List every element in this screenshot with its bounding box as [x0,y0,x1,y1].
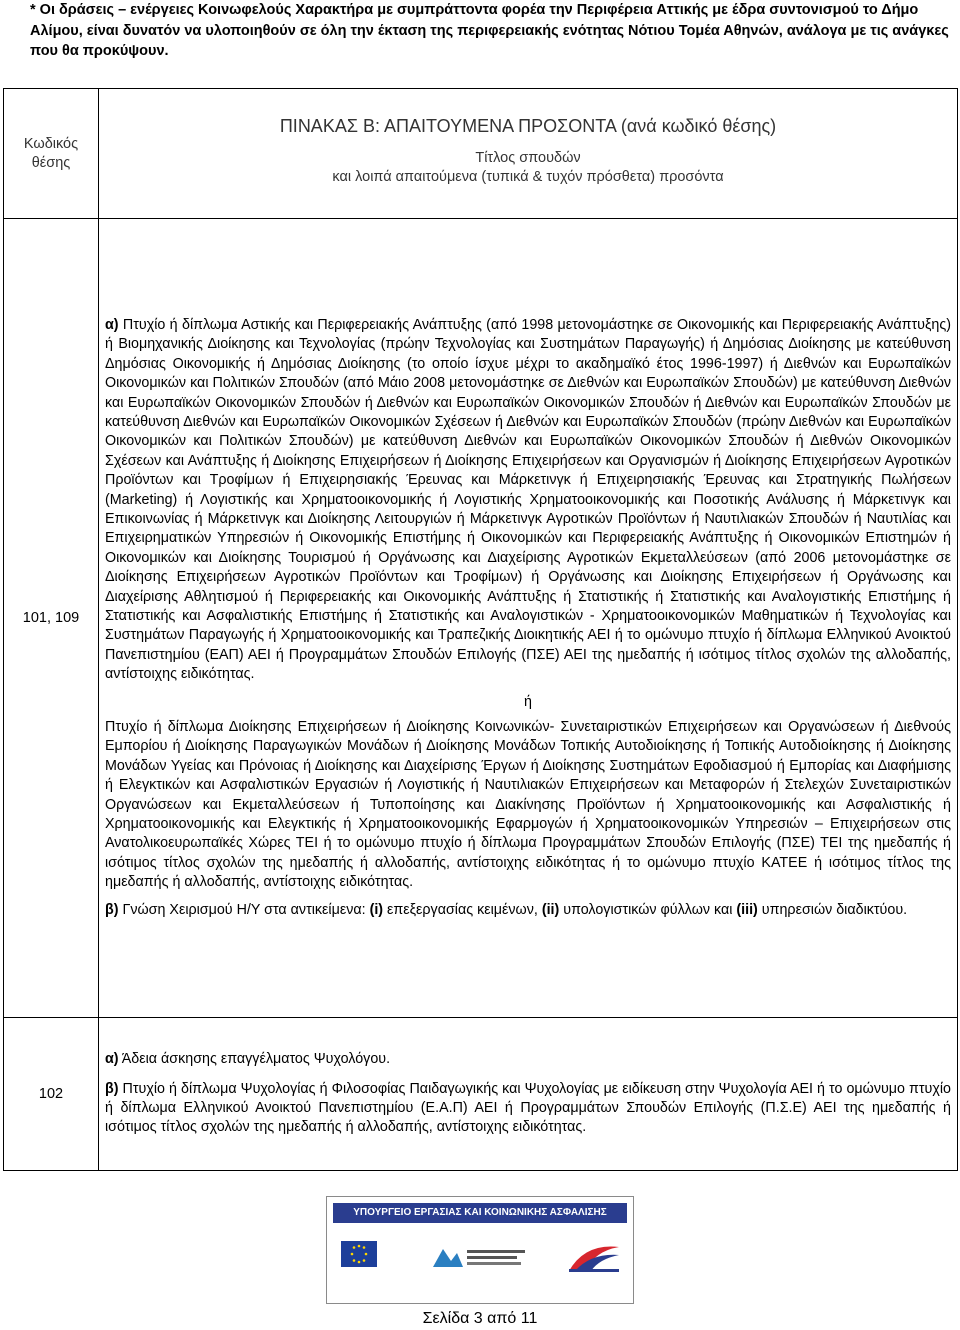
header-desc-cell [99,89,958,219]
header-desc-line2: και λοιπά απαιτούμενα (τυπικά & τυχόν πρόσθετα) προσόντα [332,169,724,185]
requirements-table [3,88,958,1171]
header-code-cell [4,89,99,219]
requirement-a-text: Πτυχίο ή δίπλωμα Αστικής και Περιφερειακής Ανάπτυξης (από 1998 μετονομάστηκε σε Οικονομικής και Περιφερειακής Ανάπτυξης) ή Βιομηχανικής Διοίκησης και Τεχνολογίας (πρώην Τεχνολογίας και Συστημάτων Παραγωγής) ή Δημόσιας Διοίκησης με κατεύθυνση Δημόσιας Οικονομικής ή Δημόσιας Διοίκησης (το οποίο ίσχυε μέχρι το ακαδημαϊκό έτος 1996-1997) ή Διεθνών και Ευρωπαϊκών Οικονομικών και Πολιτικών Σπουδών (από Μάιο 2008 μετονομάστηκε σε Διεθνών και Ευρωπαϊκών Σπουδών) με κατεύθυνση Διεθνών και Ευρωπαϊκών Οικονομικών Σπουδών ή Διεθνών και Ευρωπαϊκών Οικονομικών Σπουδών ή Διεθνών και Ευρωπαϊκών Σπουδών με κατεύθυνση Διεθνών και Ευρωπαϊκών Οικονομικών Σχέσεων ή Διεθνών και Ευρωπαϊκών Σπουδών (πρώην Διεθνών και Ευρωπαϊκών Οικονομικών και Πολιτικών Σπουδών) με κατεύθυνση Διεθνών και Ευρωπαϊκών Οικονομικών Σπουδών ή Διεθνών Οικονομικών Σχέσεων και Ανάπτυξης ή Διοίκησης Επιχειρήσεων ή Διοίκησης Επιχειρήσεων και Οργανισμών ή Διοίκησης Επιχειρήσεων Αγροτικών Προϊόντων και Τροφίμων ή Επιχειρησιακής Έρευνας και Μάρκετινγκ ή Επιχειρησιακής Έρευνας και Στρατηγικής Πωλήσεων (Marketing) ή Λογιστικής και Χρηματοοικονομικής ή Λογιστικής Χρηματοοικονομικής και Ποσοτικής Ανάλυσης ή Μάρκετινγκ και Επικοινωνίας ή Μάρκετινγκ και Διοίκησης Λειτουργιών ή Μάρκετινγκ Αγροτικών Προϊόντων ή Ναυτιλιακών Σπουδών ή Ναυτιλίας και Επιχειρηματικών Υπηρεσιών ή Οικονομικής Επιστήμης ή Οικονομικών και Περιφερειακής Ανάπτυξης ή Οικονομικών Επιστημών ή Οικονομικών και Διοίκησης Τουρισμού ή Οργάνωσης και Διαχείρισης Αγροτικών Εκμεταλλεύσεων (από 2006 μετονομάστηκε σε Διοίκησης Επιχειρήσεων Αγροτικών Προϊόντων και Τροφίμων) ή Οργάνωσης και Διοίκησης Επιχειρήσεων ή Οργάνωσης και Διαχείρισης Αθλητισμού ή Περιφερειακής και Οικονομικής Ανάπτυξης ή Στατιστικής ή Στατιστικής και Αναλογιστικής Επιστήμης ή Στατιστικής και Ασφαλιστικής Επιστήμης ή Στατιστικής και Αναλογιστικών - Χρηματοοικονομικών Μαθηματικών ή Τεχνολογίας και Συστημάτων Παραγωγής ή Χρηματοοικονομικής και Τραπεζικής Διοικητικής ΑΕΙ ή το ομώνυμο πτυχίο ή δίπλωμα Ελληνικού Ανοικτού Πανεπιστημίου (ΕΑΠ) ΑΕΙ ή Προγραμμάτων Σπουδών Επιλογής (ΠΣΕ) ΑΕΙ της ημεδαπής ή ισότιμος τίτλος σχολών της αλλοδαπής, αντίστοιχης ειδικότητας. [105,316,951,683]
requirement-b [105,1080,951,1138]
header-desc-line1: Τίτλος σπουδών [475,150,581,166]
table-title: ΠΙΝΑΚΑΣ Β: ΑΠΑΙΤΟΥΜΕΝΑ ΠΡΟΣΟΝΤΑ (ανά κωδικό θέσης) [279,116,777,136]
requirement-b-text-1: Γνώση Χειρισμού Η/Υ στα αντικείμενα: [118,901,370,918]
requirement-a-label: α) [105,1051,119,1068]
page-number: Σελίδα 3 από 11 [422,1310,538,1327]
row-code: 101, 109 [4,219,99,1018]
header-code-line2: θέσης [31,154,71,171]
requirement-a2-text: Πτυχίο ή δίπλωμα Διοίκησης Επιχειρήσεων ή Διοίκησης Κοινωνικών- Συνεταιριστικών Επιχειρήσεων και Οργανώσεων ή Διεθνούς Εμπορίου ή Διοίκησης Παραγωγικών Μονάδων ή Διοίκησης Μονάδων Τοπικής Αυτοδιοίκησης ή Τοπικής Αυτοδιοίκησης ή Διοίκησης Μονάδων Υγείας και Πρόνοιας ή Διοίκησης και Διαχείρισης Έργων ή Διοίκησης Συστημάτων Εφοδιασμού ή Εμπορίας και Διαφήμισης ή Ελεγκτικών και Ασφαλιστικών Εργασιών ή Λογιστικής ή Ναυτιλιακών Επιχειρήσεων και Μεταφορών ή Στελεχών Συνεταιριστικών Οργανώσεων και Εκμεταλλεύσεων ή Τυποποίησης και Διακίνησης Προϊόντων ή Χρηματοοικονομικής και Ασφαλιστικής ή Χρηματοοικονομικής και Ελεγκτικής ή Χρηματοοικονομικής Εφαρμογών ή Χρηματοοικονομικών Υπηρεσιών – Επιχειρήσεων στις Ανατολικοευρωπαϊκές Χώρες ΤΕΙ ή το ομώνυμο πτυχίο ή δίπλωμα Προγραμμάτων Σπουδών Επιλογής (ΠΣΕ) ΤΕΙ της ημεδαπής ή ισότιμος τίτλος σχολών της ημεδαπής ή αλλοδαπής, αντίστοιχης ειδικότητας ή το ομώνυμο πτυχίο ΚΑΤΕΕ ή ισότιμος τίτλος της ημεδαπής ή αλλοδαπής, αντίστοιχης ειδικότητας. [105,719,951,891]
requirement-b-text: Πτυχίο ή δίπλωμα Ψυχολογίας ή Φιλοσοφίας Παιδαγωγικής και Ψυχολογίας με ειδίκευση στην Ψυχολογία ΑΕΙ ή το ομώνυμο πτυχίο ή δίπλωμα Ελληνικού Ανοικτού Πανεπιστημίου (Ε.Α.Π) ΑΕΙ ή Προγραμμάτων Σπουδών Επιλογής (Π.Σ.Ε) ΑΕΙ της ημεδαπής ή ισότιμος τίτλος σχολών της ημεδαπής ή αλλοδαπής, αντίστοιχης ειδικότητας. [105,1080,951,1136]
row-requirements [99,1018,958,1171]
header-desc [99,149,957,201]
requirement-b [105,901,951,920]
requirement-b-label: β) [105,901,119,918]
requirement-b-iii: (iii) [736,901,758,918]
requirement-b-text-2: επεξεργασίας κειμένων, [383,901,542,918]
requirement-b-text-4: υπηρεσιών διαδικτύου. [757,901,908,918]
requirement-a-text: Άδεια άσκησης επαγγέλματος Ψυχολόγου. [118,1051,391,1068]
requirements-text [99,1050,957,1138]
ministry-band: ΥΠΟΥΡΓΕΙΟ ΕΡΓΑΣΙΑΣ ΚΑΙ ΚΟΙΝΩΝΙΚΗΣ ΑΣΦΑΛΙΣΗΣ [333,1203,627,1223]
requirement-b-text-3: υπολογιστικών φύλλων και [559,901,737,918]
requirements-text [99,316,957,920]
intro-note: * Οι δράσεις – ενέργειες Κοινωφελούς Χαρακτήρα με συμπράττοντα φορέα την Περιφέρεια Αττικής με έδρα συντονισμού το Δήμο Αλίμου, είναι δυνατόν να υλοποιηθούν σε όλη την έκταση της περιφερειακής ενότητας Νότιου Τομέα Αθηνών, ανάλογα με τις ανάγκες που θα προκύψουν. [30,2,949,59]
requirement-b-label: β) [105,1080,119,1097]
requirement-b-i: (i) [369,901,384,918]
logo-row [333,1241,627,1277]
operational-programme-logo-icon [429,1243,529,1273]
row-requirements [99,219,958,1018]
espa-logo-icon [565,1241,623,1275]
table-row [4,219,958,1018]
funding-logo-banner [326,1196,634,1304]
or-separator: ή [524,693,532,710]
requirement-b-ii: (ii) [541,901,560,918]
table-row [4,1018,958,1171]
table-header-row [4,89,958,219]
eu-flag-icon [341,1241,377,1267]
row-code: 102 [4,1018,99,1171]
requirement-a [105,316,951,685]
header-code-line1: Κωδικός [23,135,79,152]
requirement-a [105,1050,951,1069]
requirement-a-label: α) [105,316,119,333]
